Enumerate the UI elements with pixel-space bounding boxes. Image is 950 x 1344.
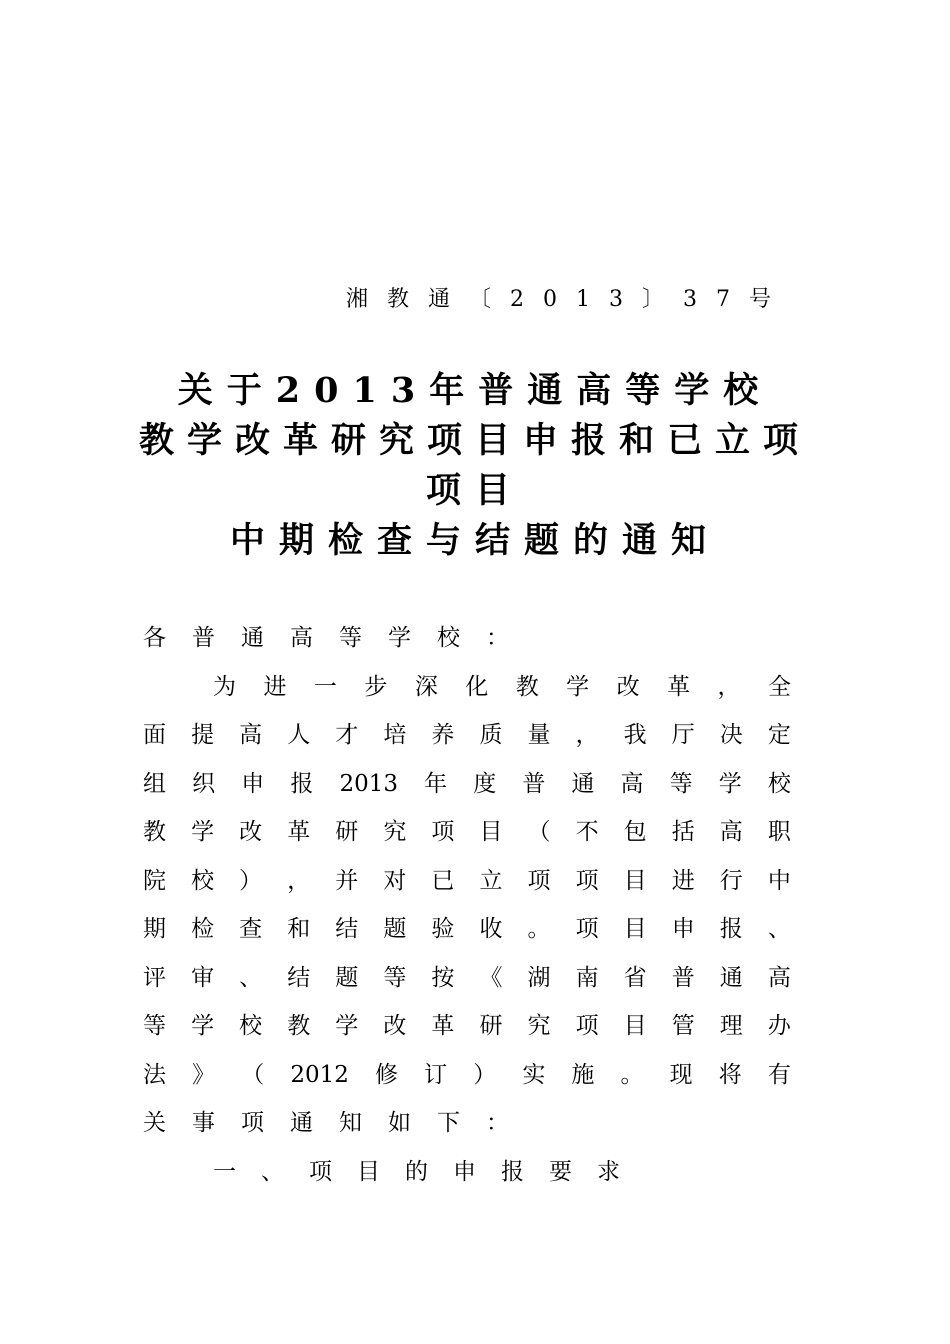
section-heading: 一 、 项 目 的 申 报 要 求 bbox=[213, 1158, 620, 1185]
title-line-2: 教学改革研究项目申报和已立项 bbox=[138, 420, 811, 461]
salutation: 各 普 通 高 等 学 校 ： bbox=[143, 625, 509, 651]
body-line-1: 为 进 一 步 深 化 教 学 改 革 ， 全 bbox=[213, 673, 791, 700]
body-line-5: 院 校 ） ， 并 对 已 立 项 项 目 进 行 中 bbox=[143, 867, 791, 894]
body-line-10: 关 事 项 通 知 如 下 ： bbox=[143, 1110, 509, 1136]
body-line-8: 等 学 校 教 学 改 革 研 究 项 目 管 理 办 bbox=[143, 1013, 791, 1039]
title-line-1: 关于2013年普通高等学校 bbox=[177, 370, 773, 411]
body-line-2: 面 提 高 人 才 培 养 质 量 ， 我 厅 决 定 bbox=[143, 722, 791, 748]
body-line-3: 组 织 申 报 2013 年 度 普 通 高 等 学 校 bbox=[143, 770, 791, 797]
body-line-7: 评 审 、 结 题 等 按 《 湖 南 省 普 通 高 bbox=[143, 964, 791, 991]
notice-body bbox=[143, 614, 791, 1196]
title-line-4: 中期检查与结题的通知 bbox=[229, 520, 720, 561]
title-line-3: 项目 bbox=[425, 470, 524, 511]
body-line-6: 期 检 查 和 结 题 验 收 。 项 目 申 报 、 bbox=[143, 916, 791, 942]
notice-title bbox=[0, 366, 950, 566]
doc-number: 湘教通〔2013〕37号 bbox=[346, 287, 790, 312]
body-line-4: 教 学 改 革 研 究 项 目 （ 不 包 括 高 职 bbox=[143, 819, 791, 845]
body-line-9: 法 》 （ 2012 修 订 ） 实 施 。 现 将 有 bbox=[143, 1061, 791, 1088]
